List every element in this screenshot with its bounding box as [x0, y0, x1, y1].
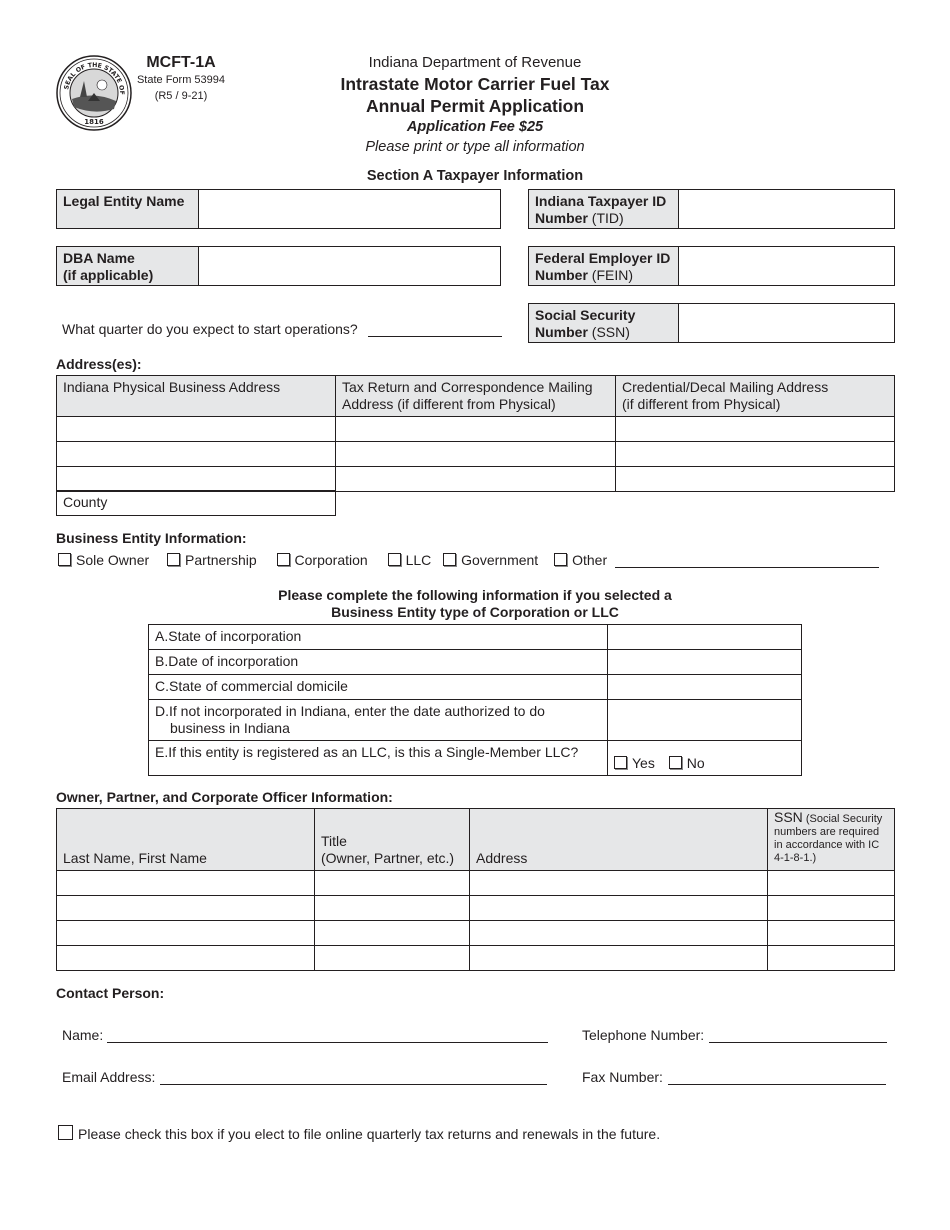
tid-label-suffix: (TID)	[587, 210, 624, 226]
owner-1-name[interactable]	[57, 871, 315, 896]
row-text: If not incorporated in Indiana, enter the date authorized to do	[169, 703, 545, 719]
ssn-label	[529, 304, 679, 342]
mailing-address-line-2[interactable]	[336, 442, 616, 467]
contact-person-label: Contact Person:	[56, 985, 165, 1001]
owner-3-title[interactable]	[315, 921, 470, 946]
checkbox[interactable]	[443, 553, 456, 566]
section-a-title: Section A Taxpayer Information	[366, 168, 584, 184]
decal-address-line-2[interactable]	[616, 442, 895, 467]
owner-address-header: Address	[470, 809, 768, 871]
application-fee: Application Fee $25	[406, 119, 544, 135]
decal-address-line-3[interactable]	[616, 467, 895, 492]
form-code: MCFT-1A	[146, 54, 216, 71]
checkbox[interactable]	[277, 553, 290, 566]
option-label: Partnership	[185, 552, 257, 568]
fein-label	[529, 247, 679, 285]
row-text: State of incorporation	[168, 628, 302, 644]
checkbox[interactable]	[554, 553, 567, 566]
corp-info-intro-line1: Please complete the following information if you selected a	[278, 587, 672, 603]
contact-name-label: Name:	[62, 1027, 104, 1043]
fein-label-suffix: (FEIN)	[587, 267, 634, 283]
checkbox[interactable]	[58, 553, 71, 566]
start-quarter-question: What quarter do you expect to start operations?	[62, 321, 358, 337]
owner-1-title[interactable]	[315, 871, 470, 896]
legal-entity-name-label: Legal Entity Name	[57, 190, 199, 228]
option-label: Government	[461, 552, 539, 568]
instructions: Please print or type all information	[365, 139, 585, 155]
decal-address-header-line2: (if different from Physical)	[622, 396, 781, 412]
indiana-state-seal	[56, 55, 132, 131]
ssn-row	[528, 303, 895, 343]
decal-address-header-line1: Credential/Decal Mailing Address	[622, 379, 829, 395]
online-election-checkbox[interactable]	[58, 1125, 73, 1140]
option-label: LLC	[405, 552, 432, 568]
dba-name-row	[56, 246, 501, 286]
email-label: Email Address:	[62, 1069, 156, 1085]
email-row	[62, 1069, 547, 1085]
option-label: Sole Owner	[76, 552, 150, 568]
no-label: No	[686, 755, 705, 771]
county-label: County	[63, 494, 108, 510]
fax-row	[582, 1069, 886, 1085]
mailing-address-header-line2: Address (if different from Physical)	[342, 396, 556, 412]
checkbox[interactable]	[167, 553, 180, 566]
corp-row-e-label	[149, 741, 608, 776]
entity-option-sole-owner[interactable]	[58, 552, 149, 568]
state-form-number: State Form 53994	[136, 74, 226, 86]
county-field[interactable]	[56, 490, 336, 516]
ssn-field[interactable]	[679, 304, 894, 342]
tid-row	[528, 189, 895, 229]
commercial-domicile-field[interactable]	[608, 675, 802, 700]
form-identifier	[136, 54, 226, 104]
seal-text: SEAL OF THE STATE OF	[63, 61, 126, 95]
owner-4-address[interactable]	[470, 946, 768, 971]
checkbox[interactable]	[669, 756, 682, 769]
ssn-label-line2: Number	[535, 324, 588, 340]
entity-option-corporation[interactable]	[277, 552, 368, 568]
date-of-incorporation-field[interactable]	[608, 650, 802, 675]
physical-address-line-2[interactable]	[57, 442, 336, 467]
single-member-yes[interactable]	[614, 755, 655, 771]
entity-option-partnership[interactable]	[167, 552, 257, 568]
row-letter: E.	[155, 744, 169, 760]
row-text: If this entity is registered as an LLC, is this a Single-Member LLC?	[168, 744, 579, 760]
owner-1-ssn[interactable]	[768, 871, 895, 896]
fein-row	[528, 246, 895, 286]
online-election-row	[58, 1125, 660, 1142]
telephone-row	[582, 1027, 887, 1043]
owner-4-title[interactable]	[315, 946, 470, 971]
ssn-header-note: (Social Security numbers are required in accordance with IC 4-1-8-1.)	[774, 813, 883, 864]
checkbox[interactable]	[614, 756, 627, 769]
owners-table	[56, 808, 895, 971]
row-text: State of commercial domicile	[169, 678, 348, 694]
ssn-label-line1: Social Security	[535, 307, 636, 323]
form-title-line2: Annual Permit Application	[365, 96, 585, 116]
telephone-field[interactable]	[709, 1029, 887, 1043]
corp-info-intro-line2: Business Entity type of Corporation or LLC	[331, 604, 619, 620]
option-label: Corporation	[294, 552, 368, 568]
owner-title-header-line1: Title	[321, 833, 347, 849]
yes-label: Yes	[632, 755, 655, 771]
mailing-address-line-3[interactable]	[336, 467, 616, 492]
tid-field[interactable]	[679, 190, 894, 228]
single-member-no[interactable]	[669, 755, 705, 771]
contact-name-row	[62, 1027, 548, 1043]
row-letter: A.	[155, 628, 169, 644]
contact-name-field[interactable]	[107, 1029, 548, 1043]
entity-option-llc[interactable]	[388, 552, 432, 568]
fein-label-line1: Federal Employer ID	[535, 250, 671, 266]
physical-address-header: Indiana Physical Business Address	[57, 376, 336, 417]
decal-address-line-1[interactable]	[616, 417, 895, 442]
owner-name-header: Last Name, First Name	[57, 809, 315, 871]
tid-label-line2: Number	[535, 210, 588, 226]
dba-label-line1: DBA Name	[63, 250, 135, 266]
dba-label-line2: (if applicable)	[63, 267, 154, 283]
owner-title-header	[315, 809, 470, 871]
owner-3-address[interactable]	[470, 921, 768, 946]
legal-entity-name-row	[56, 189, 501, 229]
seal-year: 1816	[84, 118, 104, 126]
form-header	[250, 53, 700, 157]
physical-address-line-1[interactable]	[57, 417, 336, 442]
fein-field[interactable]	[679, 247, 894, 285]
department-name: Indiana Department of Revenue	[368, 54, 582, 71]
owner-3-ssn[interactable]	[768, 921, 895, 946]
business-entity-label: Business Entity Information:	[56, 530, 247, 546]
owner-3-name[interactable]	[57, 921, 315, 946]
row-text-continued: business in Indiana	[170, 720, 290, 736]
owners-label: Owner, Partner, and Corporate Officer Information:	[56, 789, 393, 805]
decal-address-header	[616, 376, 895, 417]
owner-ssn-header	[768, 809, 895, 871]
addresses-table	[56, 375, 895, 492]
date-authorized-field[interactable]	[608, 700, 802, 741]
tid-label-line1: Indiana Taxpayer ID	[535, 193, 667, 209]
form-title-line1: Intrastate Motor Carrier Fuel Tax	[340, 74, 610, 94]
owner-title-header-line2: (Owner, Partner, etc.)	[321, 850, 455, 866]
dba-name-field[interactable]	[199, 247, 500, 285]
owner-1-address[interactable]	[470, 871, 768, 896]
entity-option-other[interactable]	[554, 552, 607, 568]
entity-option-government[interactable]	[443, 552, 538, 568]
email-field[interactable]	[160, 1071, 547, 1085]
mailing-address-header	[336, 376, 616, 417]
start-quarter-field[interactable]	[368, 323, 502, 337]
form-revision: (R5 / 9-21)	[154, 90, 208, 102]
mailing-address-header-line1: Tax Return and Correspondence Mailing	[342, 379, 593, 395]
start-quarter-row	[62, 321, 502, 337]
row-letter: B.	[155, 653, 169, 669]
mailing-address-line-1[interactable]	[336, 417, 616, 442]
online-election-text: Please check this box if you elect to file online quarterly tax returns and renewals in the future.	[78, 1126, 661, 1142]
business-entity-options	[58, 552, 879, 568]
ssn-header-main: SSN	[774, 809, 803, 825]
row-letter: C.	[155, 678, 169, 694]
addresses-label: Address(es):	[56, 356, 142, 372]
checkbox[interactable]	[388, 553, 401, 566]
owner-4-name[interactable]	[57, 946, 315, 971]
row-text: Date of incorporation	[168, 653, 299, 669]
owner-4-ssn[interactable]	[768, 946, 895, 971]
state-of-incorporation-field[interactable]	[608, 625, 802, 650]
fein-label-line2: Number	[535, 267, 588, 283]
owner-2-title[interactable]	[315, 896, 470, 921]
corp-row-d-label	[149, 700, 608, 741]
fax-field[interactable]	[668, 1071, 886, 1085]
tid-label	[529, 190, 679, 228]
single-member-llc-options	[608, 741, 802, 776]
ssn-label-suffix: (SSN)	[587, 324, 630, 340]
owner-2-ssn[interactable]	[768, 896, 895, 921]
row-letter: D.	[155, 703, 169, 719]
owner-2-name[interactable]	[57, 896, 315, 921]
other-entity-field[interactable]	[615, 554, 879, 568]
corp-row-a-label	[149, 625, 608, 650]
fax-label: Fax Number:	[582, 1069, 663, 1085]
corp-info-intro	[0, 587, 950, 621]
physical-address-line-3[interactable]	[57, 467, 336, 492]
owner-2-address[interactable]	[470, 896, 768, 921]
legal-entity-name-field[interactable]	[199, 190, 500, 228]
corp-info-table	[148, 624, 802, 776]
corp-row-c-label	[149, 675, 608, 700]
option-label: Other	[572, 552, 608, 568]
corp-row-b-label	[149, 650, 608, 675]
dba-name-label	[57, 247, 199, 285]
telephone-label: Telephone Number:	[582, 1027, 705, 1043]
